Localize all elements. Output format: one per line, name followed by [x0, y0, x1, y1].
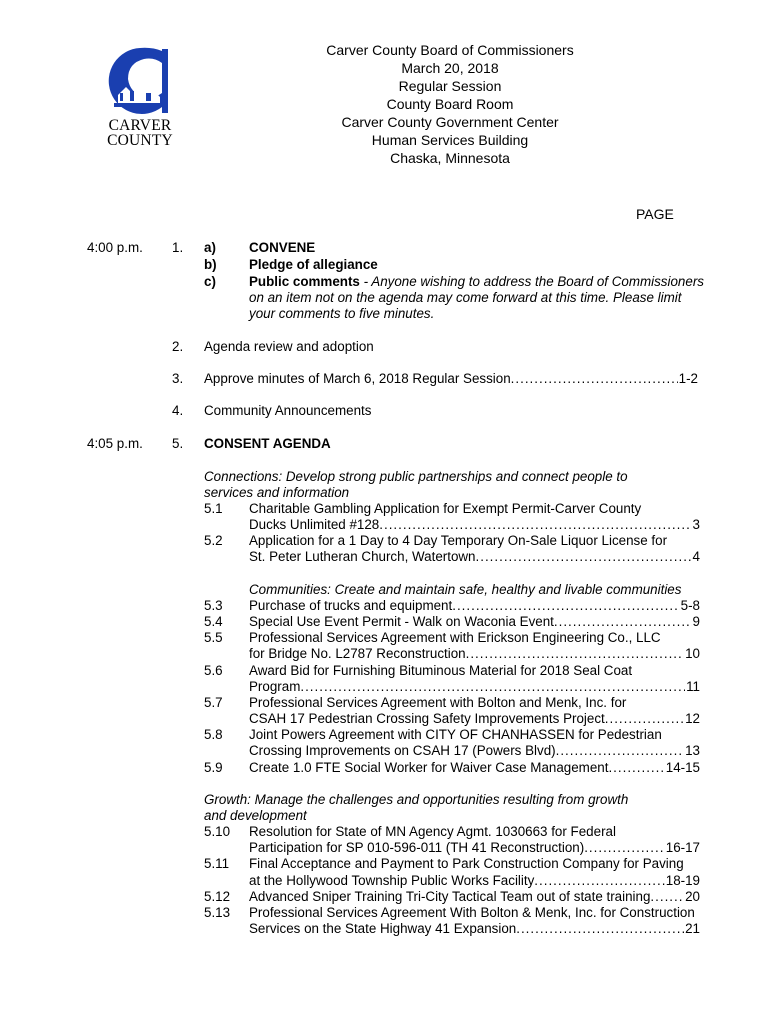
- item-5-7-entry: [249, 711, 700, 727]
- item-5-5-line1: Professional Services Agreement with Erickson Engineering Co., LLC: [249, 630, 661, 645]
- item-5-7-number: 5.7: [204, 695, 223, 710]
- item-5-heading: CONSENT AGENDA: [204, 436, 331, 451]
- connections-heading-2: services and information: [204, 485, 350, 500]
- item-4-number: 4.: [172, 403, 184, 418]
- item-1c-desc-3: your comments to five minutes.: [249, 306, 435, 321]
- item-5-1-line1: Charitable Gambling Application for Exempt Permit-Carver County: [249, 501, 642, 516]
- item-5-7-line1: Professional Services Agreement with Bolton and Menk, Inc. for: [249, 695, 627, 710]
- time-item-1: 4:00 p.m.: [87, 240, 143, 255]
- item-5-10-number: 5.10: [204, 824, 231, 839]
- item-3-text: Approve minutes of March 6, 2018 Regular Session: [204, 371, 511, 386]
- item-5-11-entry: [249, 873, 700, 889]
- time-item-5: 4:05 p.m.: [87, 436, 143, 451]
- item-3-number: 3.: [172, 371, 184, 386]
- header-date: March 20, 2018: [401, 60, 499, 76]
- item-2-number: 2.: [172, 339, 184, 354]
- item-5-9-number: 5.9: [204, 760, 223, 775]
- item-5-6-line1: Award Bid for Furnishing Bituminous Material for 2018 Seal Coat: [249, 663, 633, 678]
- item-5-13-line2: Services on the State Highway 41 Expansion: [249, 921, 517, 936]
- item-5-11-line1: Final Acceptance and Payment to Park Construction Company for Paving: [249, 856, 684, 871]
- logo-text-line2: COUNTY: [107, 132, 173, 149]
- header-session: Regular Session: [398, 78, 502, 94]
- item-5-1-number: 5.1: [204, 501, 223, 516]
- item-5-3-entry: [249, 598, 700, 614]
- item-5-13-entry: [249, 921, 700, 937]
- item-5-8-line2: Crossing Improvements on CSAH 17 (Powers Blvd): [249, 743, 556, 758]
- connections-heading-1: Connections: Develop strong public partnerships and connect people to: [204, 469, 628, 484]
- item-5-10-line1: Resolution for State of MN Agency Agmt. 1030663 for Federal: [249, 824, 616, 839]
- item-5-12-page: 20: [685, 889, 700, 904]
- item-1b-text: Pledge of allegiance: [249, 257, 378, 272]
- header-building: Human Services Building: [371, 132, 529, 148]
- item-5-5-page: 10: [685, 646, 700, 661]
- item-5-7-line2: CSAH 17 Pedestrian Crossing Safety Improvements Project: [249, 711, 605, 726]
- item-5-3-text: Purchase of trucks and equipment: [249, 598, 453, 613]
- carver-county-logo: [104, 45, 176, 148]
- item-5-number: 5.: [172, 436, 184, 451]
- item-5-1-page: 3: [692, 517, 700, 532]
- item-1c-title: Public comments: [249, 274, 360, 289]
- item-5-9-page: 14-15: [665, 760, 700, 775]
- item-3-entry: [204, 371, 698, 387]
- item-1c-letter: c): [204, 274, 216, 289]
- item-5-11-line2: at the Hollywood Township Public Works Facility: [249, 873, 535, 888]
- item-4-text: Community Announcements: [204, 403, 372, 418]
- item-5-2-line1: Application for a 1 Day to 4 Day Temporary On-Sale Liquor License for: [249, 533, 668, 548]
- item-5-4-text: Special Use Event Permit - Walk on Waconia Event: [249, 614, 554, 629]
- item-1c-line: [249, 274, 704, 290]
- item-5-1-line2: Ducks Unlimited #128: [249, 517, 380, 532]
- item-5-13-line1: Professional Services Agreement With Bolton & Menk, Inc. for Construction: [249, 905, 695, 920]
- document-header: [250, 41, 650, 167]
- header-title: Carver County Board of Commissioners: [326, 42, 574, 58]
- item-5-3-number: 5.3: [204, 598, 223, 613]
- item-5-10-line2: Participation for SP 010-596-011 (TH 41 Reconstruction): [249, 840, 585, 855]
- item-5-12-number: 5.12: [204, 889, 231, 904]
- item-5-6-number: 5.6: [204, 663, 223, 678]
- item-1a-text: CONVENE: [249, 240, 316, 255]
- item-5-5-line2: for Bridge No. L2787 Reconstruction: [249, 646, 466, 661]
- item-2-text: Agenda review and adoption: [204, 339, 374, 354]
- item-3-page: 1-2: [678, 371, 698, 386]
- item-5-1-entry: [249, 517, 700, 533]
- item-5-2-entry: [249, 549, 700, 565]
- item-5-8-line1: Joint Powers Agreement with CITY OF CHANHASSEN for Pedestrian: [249, 727, 662, 742]
- item-5-12-text: Advanced Sniper Training Tri-City Tactical Team out of state training: [249, 889, 651, 904]
- growth-heading-2: and development: [204, 808, 307, 823]
- item-5-8-page: 13: [685, 743, 700, 758]
- item-5-3-page: 5-8: [680, 598, 700, 613]
- item-5-4-page: 9: [692, 614, 700, 629]
- item-5-13-number: 5.13: [204, 905, 231, 920]
- item-1c-desc-1: - Anyone wishing to address the Board of Commissioners: [359, 274, 704, 289]
- page-column-label: PAGE: [636, 206, 674, 222]
- county-seal-icon: [104, 45, 176, 115]
- item-5-10-page: 16-17: [665, 840, 700, 855]
- item-5-4-entry: [249, 614, 700, 630]
- item-5-11-page: 18-19: [665, 873, 700, 888]
- item-5-6-entry: [249, 679, 700, 695]
- item-1b-letter: b): [204, 257, 217, 272]
- item-5-7-page: 12: [685, 711, 700, 726]
- header-city: Chaska, Minnesota: [390, 150, 510, 166]
- item-5-2-line2: St. Peter Lutheran Church, Watertown: [249, 549, 476, 564]
- header-room: County Board Room: [386, 96, 514, 112]
- item-5-6-page: 11: [686, 679, 700, 694]
- growth-heading-1: Growth: Manage the challenges and opportunities resulting from growth: [204, 792, 629, 807]
- item-5-10-entry: [249, 840, 700, 856]
- item-5-5-number: 5.5: [204, 630, 223, 645]
- item-5-6-line2: Program: [249, 679, 301, 694]
- item-5-11-number: 5.11: [204, 856, 230, 871]
- item-5-9-entry: [249, 760, 700, 776]
- item-5-9-text: Create 1.0 FTE Social Worker for Waiver Case Management: [249, 760, 609, 775]
- item-5-8-number: 5.8: [204, 727, 223, 742]
- item-5-2-number: 5.2: [204, 533, 223, 548]
- item-5-5-entry: [249, 646, 700, 662]
- item-5-8-entry: [249, 743, 700, 759]
- item-1a-letter: a): [204, 240, 216, 255]
- logo-text-line1: CARVER: [108, 117, 172, 134]
- item-5-13-page: 21: [685, 921, 700, 936]
- item-5-2-page: 4: [692, 549, 700, 564]
- header-center: Carver County Government Center: [341, 114, 559, 130]
- item-5-12-entry: [249, 889, 700, 905]
- communities-heading: Communities: Create and maintain safe, healthy and livable communities: [249, 582, 682, 597]
- item-1-number: 1.: [172, 240, 184, 255]
- item-5-4-number: 5.4: [204, 614, 223, 629]
- item-1c-desc-2: on an item not on the agenda may come forward at this time. Please limit: [249, 290, 682, 305]
